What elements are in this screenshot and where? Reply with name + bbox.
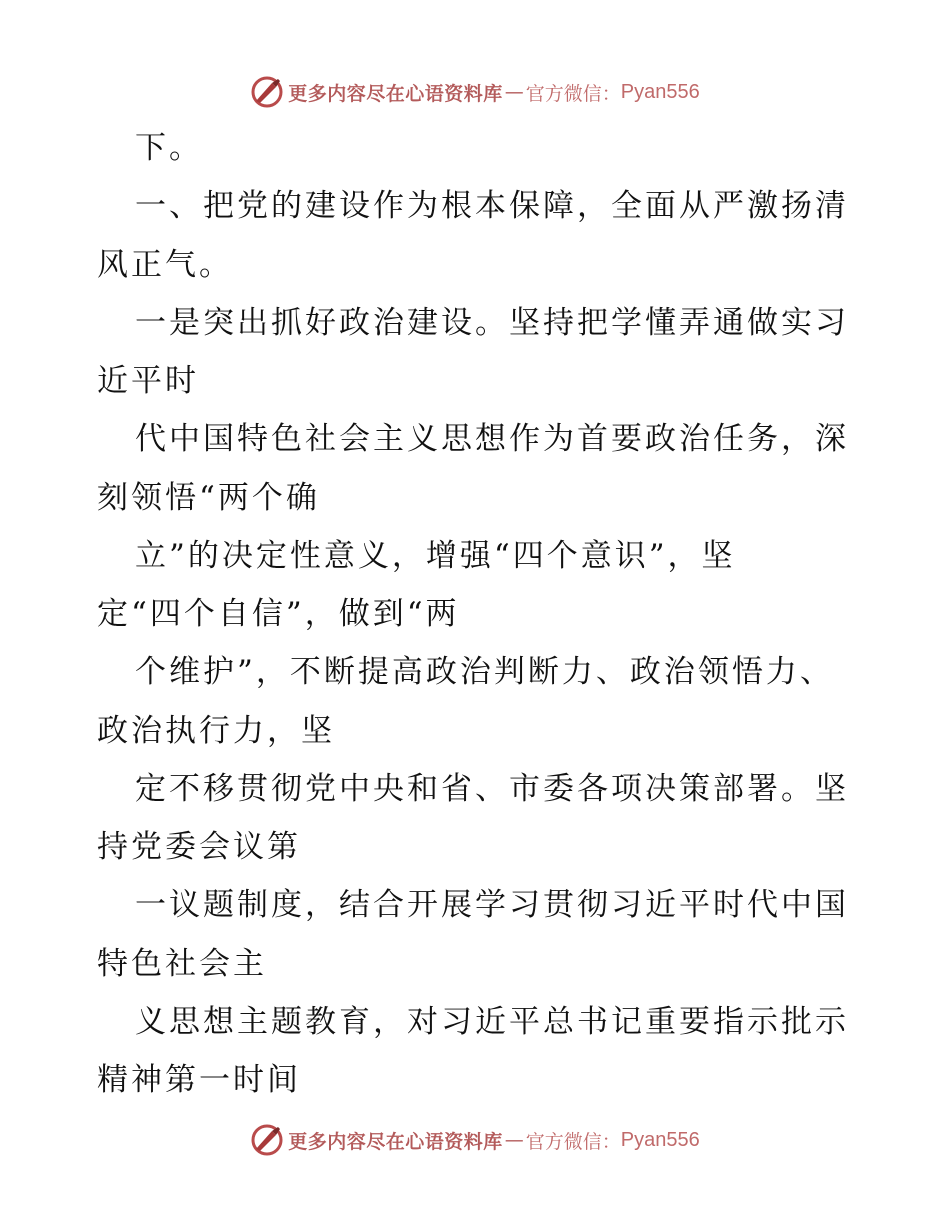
banner-separator: — — [504, 1129, 524, 1151]
text-line: 下。 — [135, 130, 203, 166]
pen-logo-icon — [250, 75, 284, 109]
banner-wechat-label: 官方微信： — [525, 82, 621, 105]
pen-logo-icon — [250, 1123, 284, 1157]
text-line: 个维护”，不断提高政治判断力、政治领悟力、 — [135, 654, 834, 690]
text-line: 定“四个自信”，做到“两 — [97, 596, 460, 632]
text-line: 刻领悟“两个确 — [97, 480, 320, 516]
text-line: 特色社会主 — [97, 946, 267, 982]
banner-wechat-id: Pyan556 — [620, 1128, 700, 1151]
header-banner — [0, 70, 950, 114]
text-line: 定不移贯彻党中央和省、市委各项决策部署。坚 — [135, 771, 849, 807]
text-line: 近平时 — [97, 363, 199, 399]
banner-wechat-label: 官方微信： — [525, 1130, 621, 1153]
banner-separator: — — [504, 81, 524, 103]
text-line: 持党委会议第 — [97, 829, 301, 865]
text-line: 立”的决定性意义，增强“四个意识”，坚 — [135, 538, 736, 574]
banner-wechat-id: Pyan556 — [620, 80, 700, 103]
text-line: 一、把党的建设作为根本保障，全面从严激扬清 — [135, 188, 849, 224]
text-line: 一议题制度，结合开展学习贯彻习近平时代中国 — [135, 887, 849, 923]
text-line: 义思想主题教育，对习近平总书记重要指示批示 — [135, 1004, 849, 1040]
text-line: 精神第一时间 — [97, 1062, 301, 1098]
text-line: 一是突出抓好政治建设。坚持把学懂弄通做实习 — [135, 305, 849, 341]
banner-text: 更多内容尽在心语资料库 — [288, 1130, 503, 1153]
text-line: 风正气。 — [97, 247, 233, 283]
text-line: 政治执行力，坚 — [97, 713, 335, 749]
banner-text: 更多内容尽在心语资料库 — [288, 82, 503, 105]
footer-banner — [0, 1118, 950, 1162]
text-line: 代中国特色社会主义思想作为首要政治任务，深 — [135, 421, 849, 457]
